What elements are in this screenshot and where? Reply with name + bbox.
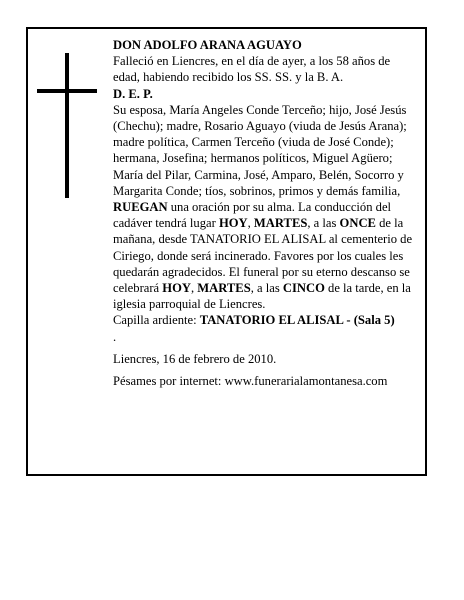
obituary-text (113, 37, 419, 389)
condolences-line: Pésames por internet: www.funerarialamontanesa.com (113, 374, 388, 389)
cross-icon (37, 53, 97, 198)
family-list: Su esposa, María Angeles Conde Terceño; hijo, José Jesús (Chechu); madre, Rosario Aguayo (viuda de Jesús Arana); madre política, Carmen Terceño (viuda de José Conde); hermana, Josefina; hermanos políticos, Miguel Agüero; María del Pilar, Carmina, José, Amparo, Belén, Socorro y Margarita Conde; tíos, sobrinos, primos y demás familia, (113, 102, 407, 198)
place-date: Liencres, 16 de febrero de 2010. (113, 351, 277, 366)
dep-initials: D. E. P. (113, 86, 153, 101)
death-announcement: Falleció en Liencres, en el día de ayer, a los 58 años de edad, habiendo recibido los SS. SS. y la B. A. (113, 54, 391, 85)
deceased-name: DON ADOLFO ARANA AGUAYO (113, 38, 302, 52)
ceremony-details: RUEGAN una oración por su alma. La conducción del cadáver tendrá lugar HOY, MARTES, a las ONCE de la mañana, desde TANATORIO EL ALISAL al cementerio de Ciriego, donde será incinerado. Favores por los cuales les quedarán agradecidos. El funeral por su eterno descanso se celebrará HOY, MARTES, a las CINCO de la tarde, en la iglesia parroquial de Liencres. (113, 200, 413, 312)
chapel-line: Capilla ardiente: TANATORIO EL ALISAL - (Sala 5) (113, 313, 395, 328)
chapel-dot: . (113, 329, 117, 344)
